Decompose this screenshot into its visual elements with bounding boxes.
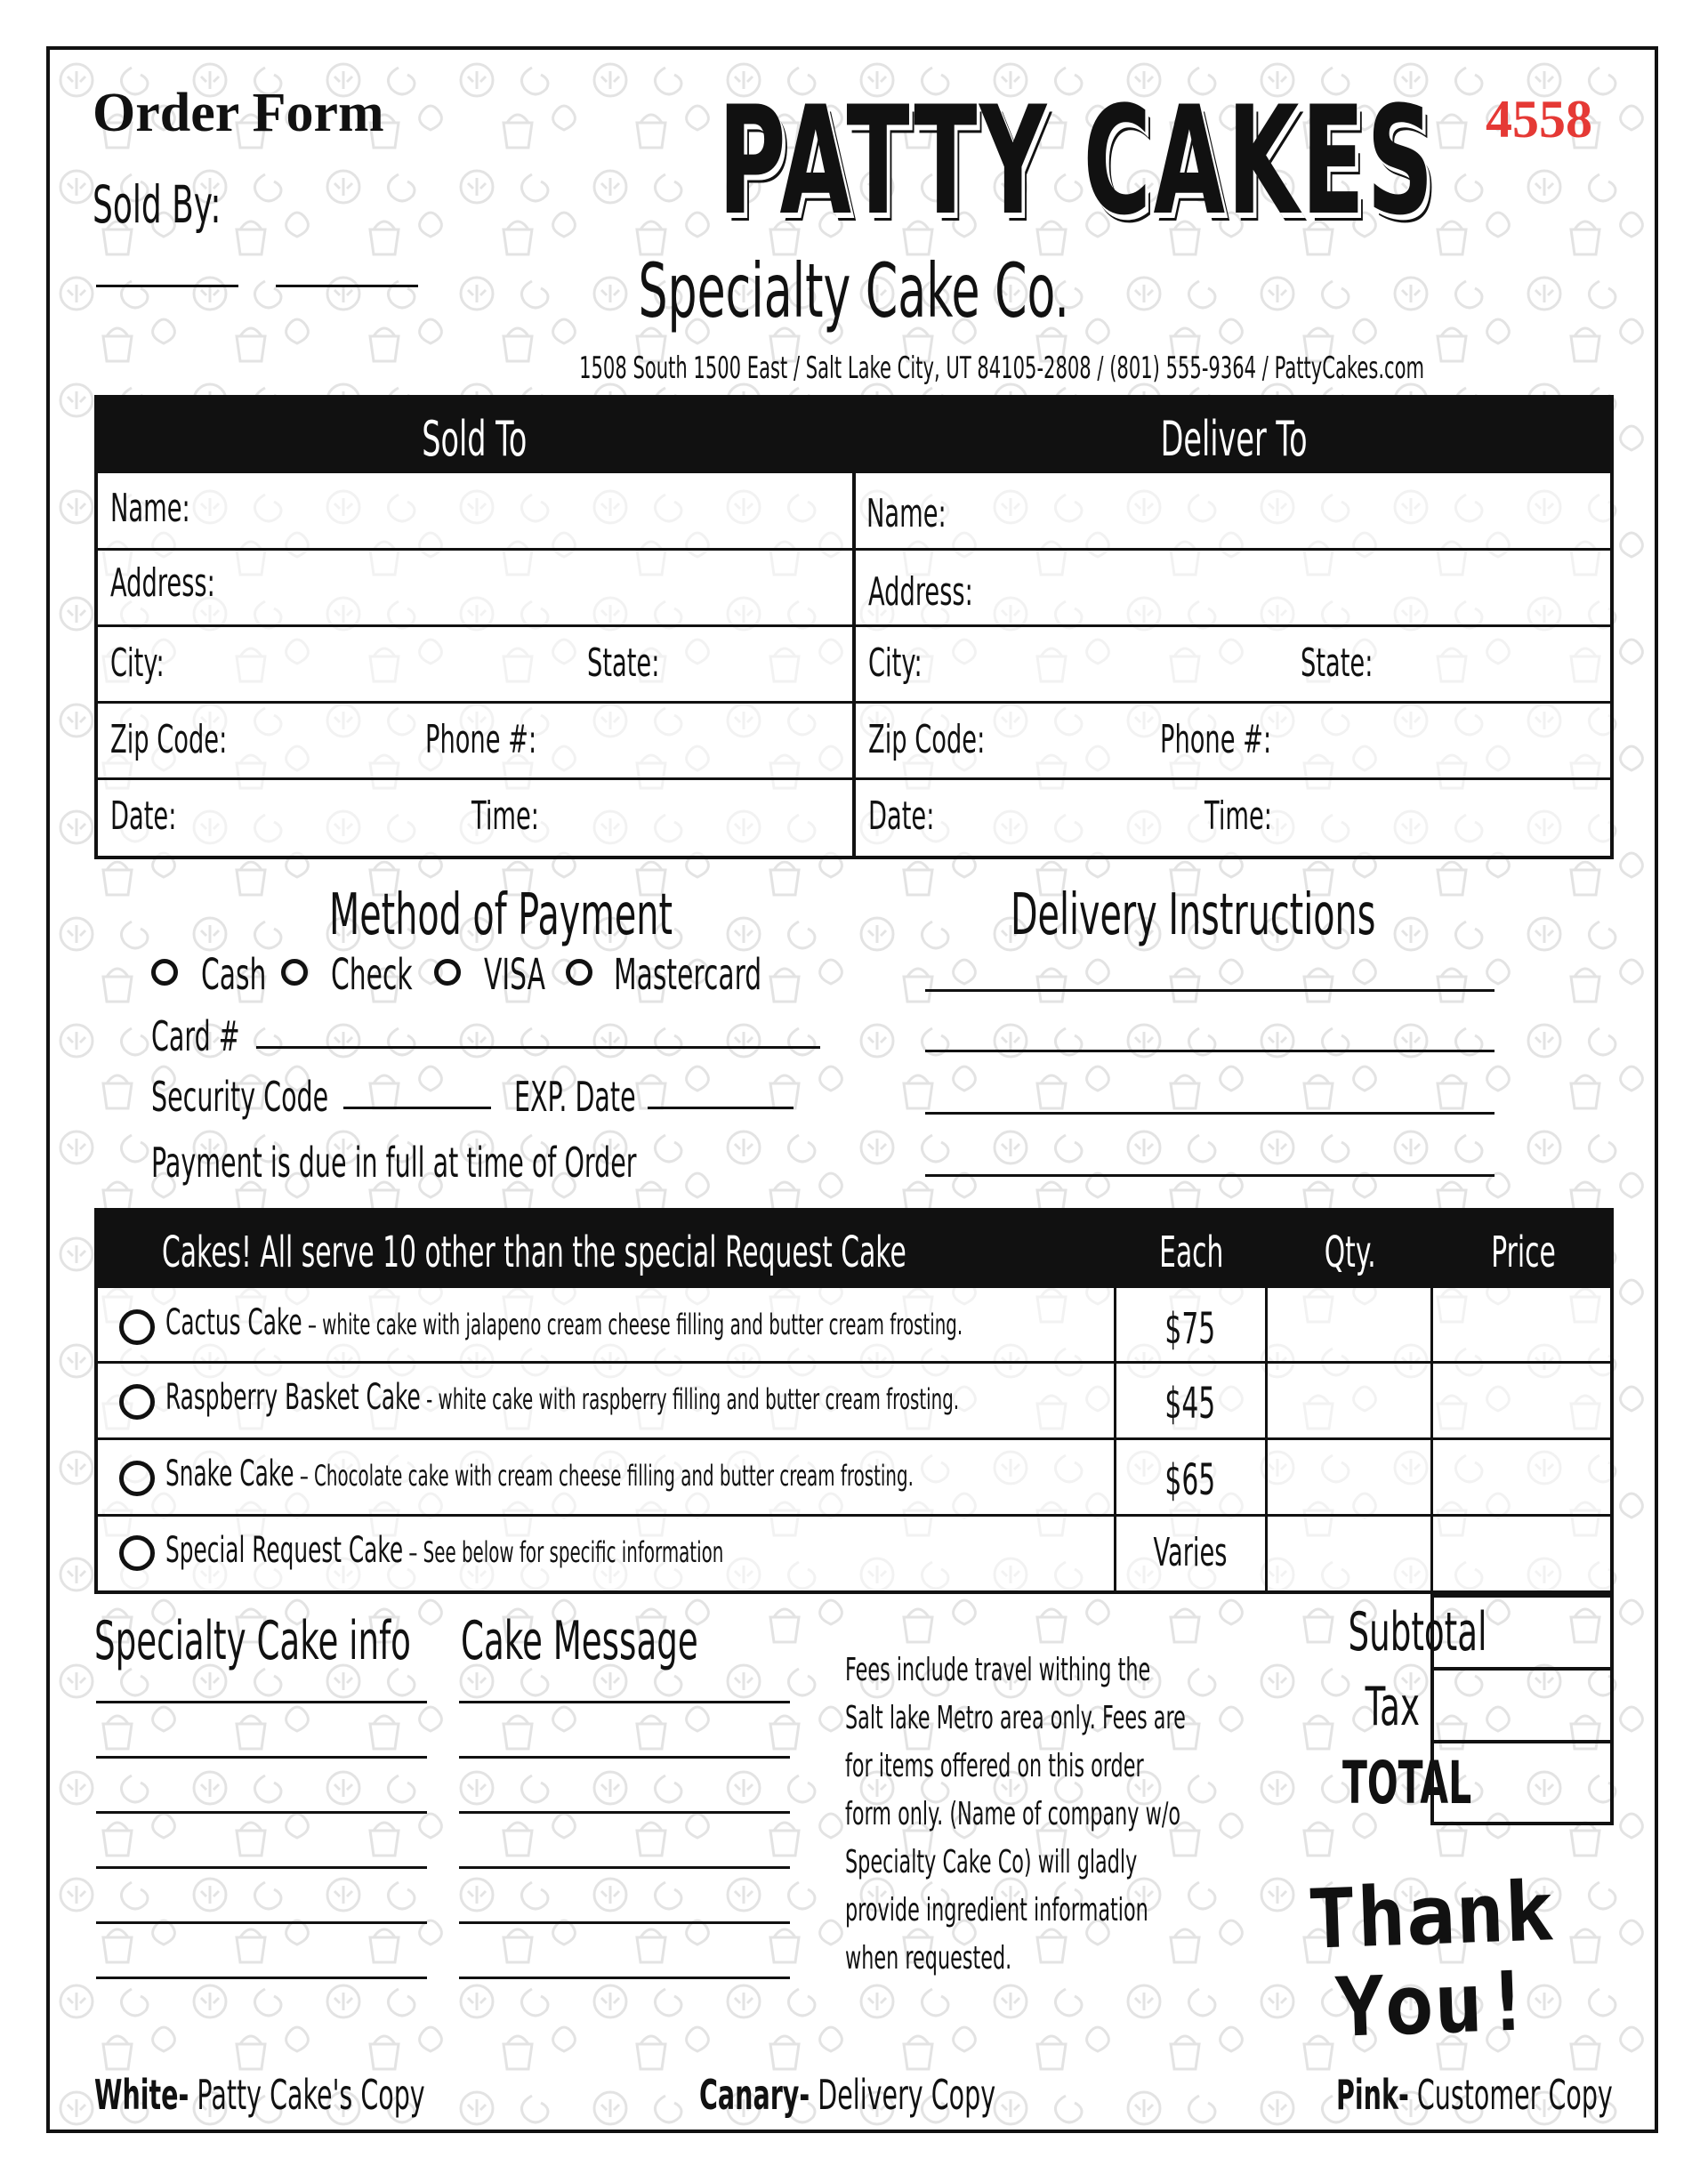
tax-cell[interactable]: [1430, 1667, 1614, 1743]
form-title: Order Form: [93, 83, 384, 143]
payment-title: Method of Payment: [329, 882, 673, 948]
deliver-to-title: Deliver To: [1160, 411, 1308, 467]
cake-row-snake: [94, 1439, 1114, 1514]
footer-white-label: White-: [94, 2071, 189, 2119]
exp-date-label: EXP. Date: [514, 1073, 636, 1121]
cake-name: Special Request Cake: [165, 1530, 404, 1571]
delivery-instructions-title: Delivery Instructions: [1011, 882, 1376, 948]
cake-message-line-5[interactable]: [459, 1921, 790, 1924]
col-each: Each: [1158, 1228, 1224, 1277]
footer-pink-label: Pink-: [1336, 2071, 1409, 2119]
deliver-to-date-label: Date:: [868, 793, 935, 839]
cake-message-title: Cake Message: [461, 1610, 698, 1672]
fees-note-line: for items offered on this order: [845, 1748, 1144, 1784]
sold-to-state-label: State:: [587, 640, 660, 686]
payment-option-mastercard: Mastercard: [614, 950, 762, 1000]
sold-to-phone-label: Phone #:: [425, 717, 537, 762]
cake-message-line-2[interactable]: [459, 1756, 790, 1759]
cake-name: Snake Cake: [165, 1453, 294, 1494]
total-cell[interactable]: [1430, 1740, 1614, 1825]
sold-by-label: Sold By:: [93, 174, 222, 235]
security-code-line[interactable]: [343, 1107, 491, 1109]
payment-check-radio[interactable]: [281, 959, 308, 986]
deliver-to-zip-label: Zip Code:: [868, 717, 986, 762]
fees-note-line: provide ingredient information: [845, 1892, 1148, 1928]
cake-message-line-3[interactable]: [459, 1811, 790, 1814]
thank-you-line-2: You!: [1333, 1953, 1535, 2056]
cake-desc: - white cake with raspberry filling and butter cream frosting.: [420, 1382, 960, 1416]
cake-message-line-6[interactable]: [459, 1977, 790, 1979]
sold-to-name-label: Name:: [110, 486, 190, 531]
fees-note-line: Fees include travel withing the: [845, 1652, 1151, 1688]
fees-note-line: when requested.: [845, 1940, 1012, 1977]
fees-note-line: form only. (Name of company w/o: [845, 1796, 1181, 1832]
col-qty: Qty.: [1325, 1228, 1376, 1277]
security-code-label: Security Code: [151, 1073, 329, 1121]
footer-white-text: Patty Cake's Copy: [189, 2071, 425, 2119]
specialty-info-line-3[interactable]: [96, 1811, 427, 1814]
footer-canary-text: Delivery Copy: [810, 2071, 996, 2119]
cake-each-raspberry: $45: [1164, 1379, 1216, 1429]
cake-name: Cactus Cake: [165, 1302, 302, 1343]
cake-desc: – Chocolate cake with cream cheese filling and butter cream frosting.: [294, 1459, 914, 1493]
special-cake-radio[interactable]: [119, 1535, 155, 1571]
delivery-line-2[interactable]: [925, 1050, 1494, 1052]
brand-subtitle: Specialty Cake Co.: [638, 247, 1070, 334]
thank-you-line-1: Thank: [1305, 1864, 1556, 1968]
payment-option-cash: Cash: [201, 950, 267, 1000]
thank-you: [1278, 1866, 1587, 2055]
specialty-info-line-5[interactable]: [96, 1921, 427, 1924]
deliver-to-time-label: Time:: [1204, 793, 1272, 839]
subtotal-label: Subtotal: [1348, 1601, 1487, 1663]
qty-column[interactable]: [1268, 1290, 1430, 1592]
cake-message-line-1[interactable]: [459, 1701, 790, 1703]
sold-to-zip-label: Zip Code:: [110, 717, 228, 762]
col-price: Price: [1491, 1228, 1557, 1277]
raspberry-cake-radio[interactable]: [119, 1384, 155, 1420]
exp-date-line[interactable]: [648, 1107, 794, 1109]
fees-note-line: Salt lake Metro area only. Fees are: [845, 1700, 1186, 1736]
cake-desc: – white cake with jalapeno cream cheese filling and butter cream frosting.: [302, 1308, 963, 1341]
cakes-header: Cakes! All serve 10 other than the special Request Cake: [162, 1228, 906, 1277]
payment-cash-radio[interactable]: [151, 959, 178, 986]
delivery-line-4[interactable]: [925, 1174, 1494, 1177]
cake-each-snake: $65: [1164, 1455, 1216, 1505]
specialty-info-title: Specialty Cake info: [94, 1610, 411, 1672]
payment-note: Payment is due in full at time of Order: [151, 1139, 637, 1187]
payment-visa-radio[interactable]: [434, 959, 461, 986]
cake-each-cactus: $75: [1164, 1304, 1216, 1354]
cake-row-special: [94, 1516, 1114, 1590]
specialty-info-line-6[interactable]: [96, 1977, 427, 1979]
payment-option-check: Check: [331, 950, 413, 1000]
cactus-cake-radio[interactable]: [119, 1309, 155, 1345]
sold-to-time-label: Time:: [471, 793, 539, 839]
specialty-info-line-2[interactable]: [96, 1756, 427, 1759]
deliver-to-state-label: State:: [1301, 640, 1374, 686]
snake-cake-radio[interactable]: [119, 1461, 155, 1496]
total-label: TOTAL: [1341, 1749, 1472, 1817]
cake-name: Raspberry Basket Cake: [165, 1377, 421, 1418]
subtotal-cell[interactable]: [1430, 1594, 1614, 1671]
address-line: 1508 South 1500 East / Salt Lake City, UT 84105-2808 / (801) 555-9364 / PattyCakes.com: [579, 350, 1425, 386]
deliver-to-address-label: Address:: [868, 569, 973, 615]
payment-mastercard-radio[interactable]: [566, 959, 592, 986]
sold-by-line-2[interactable]: [276, 285, 418, 287]
delivery-line-3[interactable]: [925, 1112, 1494, 1115]
fees-note-line: Specialty Cake Co) will gladly: [845, 1844, 1138, 1880]
delivery-line-1[interactable]: [925, 989, 1494, 992]
cakes-header-bar: [94, 1208, 1614, 1288]
specialty-info-line-1[interactable]: [96, 1701, 427, 1703]
cake-each-special: Varies: [1153, 1530, 1228, 1575]
brand-name: PATTY CAKES: [718, 74, 1436, 248]
sold-to-address-label: Address:: [110, 560, 215, 606]
cake-desc: – See below for specific information: [403, 1535, 724, 1569]
cake-row-raspberry: [94, 1363, 1114, 1437]
sold-to-city-label: City:: [110, 640, 165, 686]
footer-pink-text: Customer Copy: [1408, 2071, 1613, 2119]
customer-divider: [852, 473, 856, 859]
cake-message-line-4[interactable]: [459, 1866, 790, 1869]
payment-option-visa: VISA: [484, 950, 545, 1000]
deliver-to-name-label: Name:: [866, 491, 947, 536]
card-number-label: Card #: [151, 1012, 240, 1060]
deliver-to-phone-label: Phone #:: [1160, 717, 1272, 762]
deliver-to-city-label: City:: [868, 640, 922, 686]
sold-to-title: Sold To: [421, 411, 528, 467]
price-column[interactable]: [1433, 1290, 1611, 1592]
card-number-line[interactable]: [256, 1046, 820, 1049]
customer-header-bar: [94, 395, 1614, 473]
tax-label: Tax: [1365, 1676, 1420, 1738]
sold-by-line-1[interactable]: [96, 285, 238, 287]
order-number: 4558: [1486, 90, 1592, 149]
specialty-info-line-4[interactable]: [96, 1866, 427, 1869]
cake-row-cactus: [94, 1288, 1114, 1363]
sold-to-date-label: Date:: [110, 793, 177, 839]
footer-canary-label: Canary-: [699, 2071, 810, 2119]
